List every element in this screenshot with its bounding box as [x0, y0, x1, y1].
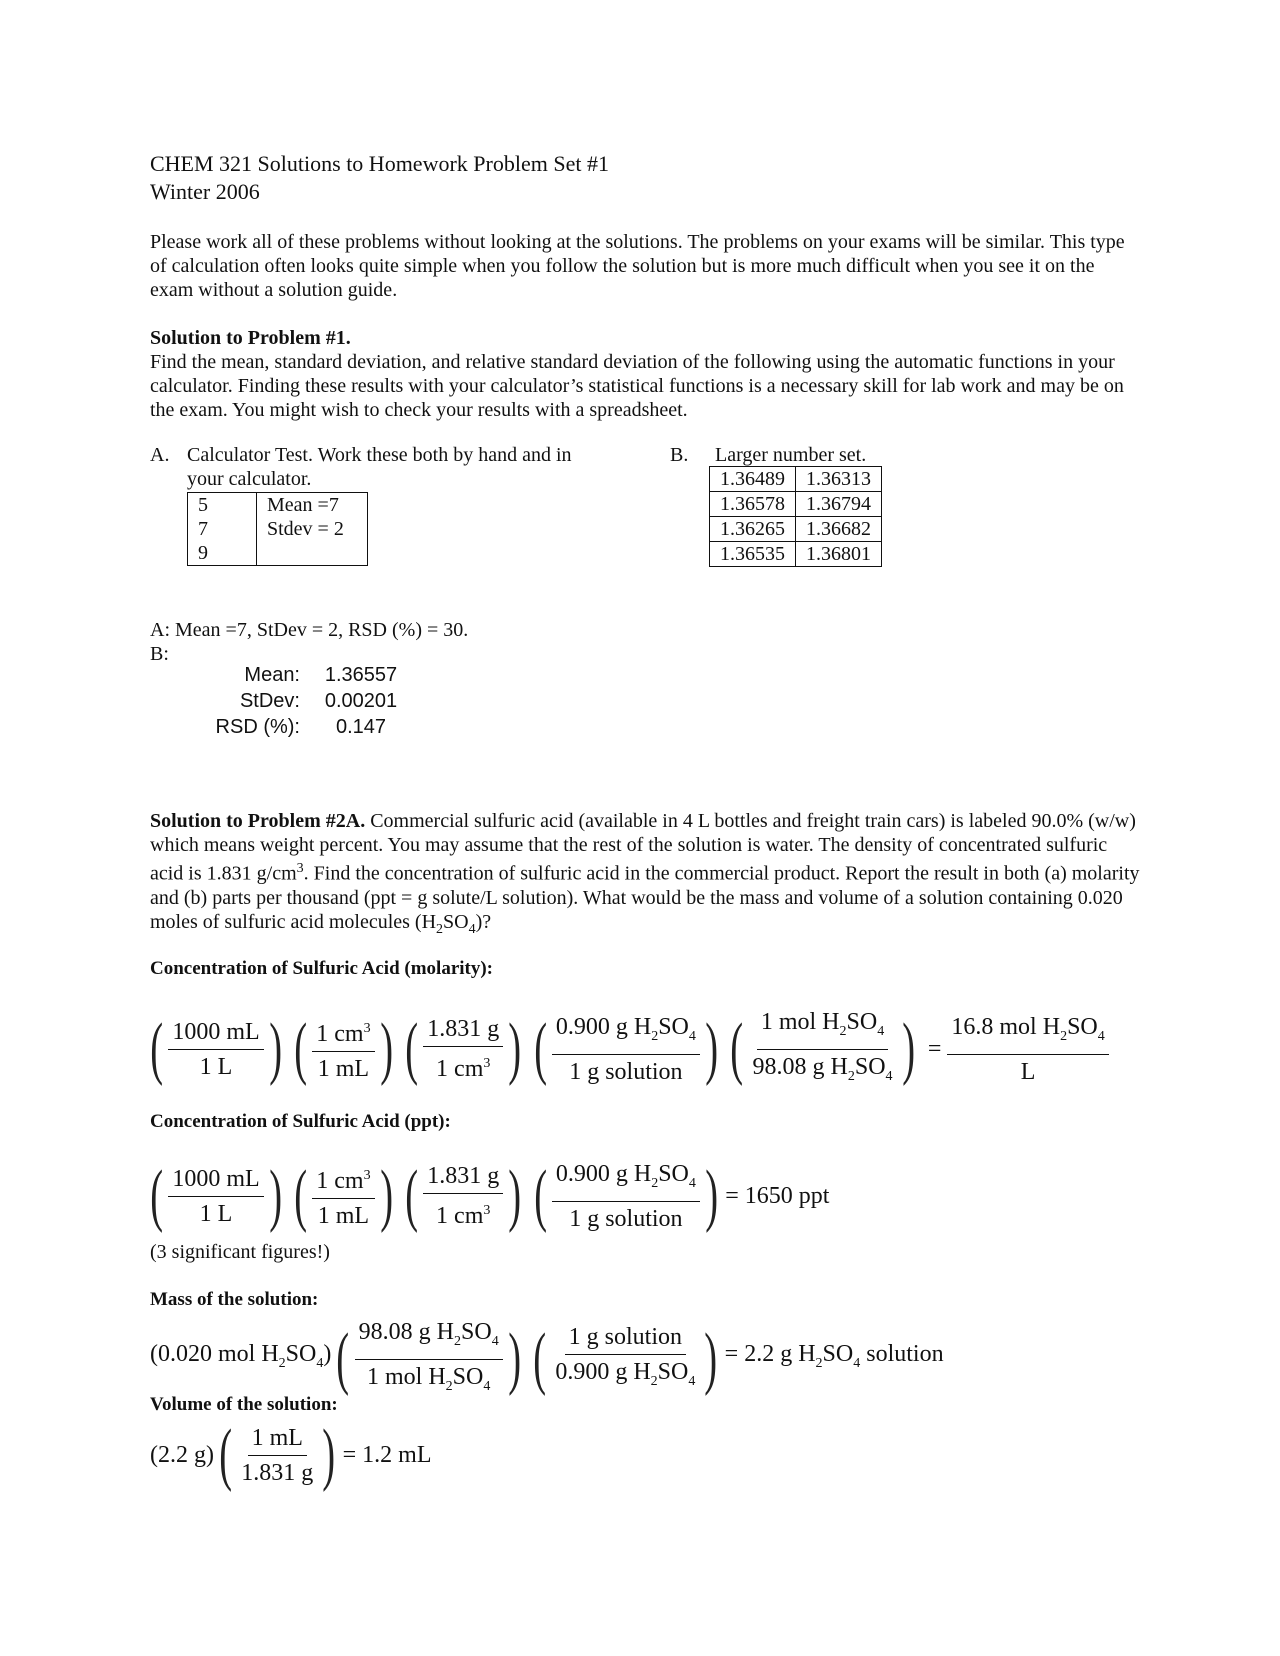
table-row	[710, 517, 882, 542]
table-row	[188, 493, 368, 518]
table-cell: 1.36535	[710, 542, 796, 567]
stat-value: 0.00201	[324, 690, 398, 712]
table-cell: Stdev = 2	[257, 517, 368, 541]
factor: ( $\frac{1000 mL}{1 L}$ )	[150, 1157, 282, 1235]
table-row	[188, 517, 368, 541]
factor: ( $\frac{1 mol H_2SO_4}{98.08 g H_2SO_4}$ )	[730, 1009, 915, 1088]
molarity-result: $\frac{16.8 mol H_2SO_4}{L}$	[947, 1013, 1108, 1086]
intro-paragraph: Please work all of these problems without looking at the solutions. The problems on your exams will be similar. This type of calculation often looks quite simple when you follow the solution but is more much difficult when you see it on the exam without a solution guide.	[150, 231, 1125, 301]
factor: ( $\frac{\text{1 g solution}}{0.900 g H_2SO_4}$ )	[533, 1320, 718, 1398]
partA-label: A.	[150, 444, 170, 466]
stat-label: RSD (%):	[215, 716, 300, 738]
molarity-equation: ( $\frac{1000 mL}{1 L}$ ) ( $\frac{1 cm^3}{1 mL}$ ) ( $\frac{1.831 g}{1 cm^3}$ ) ( $\frac{0.900 g H_2SO_4}{\text{1 g solution}}$ ) ( $\frac{1 mol H_2SO_4}{98.08 g H_2SO_4}$ ) = $\frac{16.8 mol H_2SO_4}{L}$	[145, 1008, 1109, 1091]
stat-value: 1.36557	[324, 664, 398, 686]
table-cell: 1.36578	[710, 492, 796, 517]
table-row	[188, 541, 368, 566]
table-cell: 1.36313	[796, 467, 882, 492]
factor: ( $\frac{1000 mL}{1 L}$ )	[150, 1010, 282, 1088]
subscript: 4	[468, 921, 476, 937]
subscript: 2	[436, 921, 444, 937]
mass-result: = 2.2 g $H_2SO_4$ solution	[724, 1341, 944, 1372]
table-cell: 9	[188, 541, 257, 566]
partA-table	[187, 492, 368, 566]
factor: ( $\frac{1.831 g}{1 cm^3}$ )	[405, 1010, 522, 1088]
partB-label: B.	[670, 444, 689, 466]
table-row	[710, 542, 882, 567]
stat-label: StDev:	[239, 690, 300, 712]
answerA-text: A: Mean =7, StDev = 2, RSD (%) = 30.	[150, 619, 469, 641]
answerB-label: B:	[150, 643, 169, 665]
table-cell	[257, 541, 368, 566]
problem1-section	[150, 326, 1140, 422]
document-title: CHEM 321 Solutions to Homework Problem Set #1	[150, 151, 609, 176]
factor: ( $\frac{0.900 g H_2SO_4}{\text{1 g solution}}$ )	[533, 1010, 718, 1088]
problem2-heading: Solution to Problem #2A.	[150, 810, 366, 832]
partB-text: Larger number set.	[715, 444, 867, 466]
table-cell: 7	[188, 517, 257, 541]
sig-fig-note: (3 significant figures!)	[150, 1241, 330, 1263]
partA-text: Calculator Test. Work these both by hand and in your calculator.	[187, 444, 572, 490]
ppt-result: = 1650 ppt	[725, 1183, 830, 1210]
factor: ( $\frac{1 cm^3}{1 mL}$ )	[294, 1157, 393, 1235]
problem2-text-c: SO	[443, 910, 469, 933]
stats-labels	[200, 662, 300, 740]
molarity-heading: Concentration of Sulfuric Acid (molarity):	[150, 958, 494, 979]
table-cell: 1.36801	[796, 542, 882, 567]
ppt-heading: Concentration of Sulfuric Acid (ppt):	[150, 1111, 451, 1132]
factor: ( $\frac{1 mL}{1.831 g}$ )	[219, 1416, 336, 1493]
table-cell: 1.36794	[796, 492, 882, 517]
factor: ( $\frac{1 cm^3}{1 mL}$ )	[294, 1010, 393, 1088]
factor: ( $\frac{1.831 g}{1 cm^3}$ )	[405, 1157, 522, 1235]
stats-values	[316, 662, 406, 740]
table-row	[710, 492, 882, 517]
mass-equation	[150, 1318, 944, 1401]
problem2-text-b: . Find the concentration of sulfuric acid in the commercial product. Report the result in both (a) molarity and (b) parts per thousand (ppt = g solute/L solution). What would be the mass and volume of a solution containing 0.020 moles of sulfuric acid molecules (H	[150, 862, 1140, 933]
stat-label: Mean:	[244, 664, 300, 686]
ppt-equation	[145, 1157, 830, 1235]
table-cell: 1.36265	[710, 517, 796, 542]
stat-value: 0.147	[335, 716, 387, 738]
factor: ( $\frac{0.900 g H_2SO_4}{\text{1 g solution}}$ )	[533, 1157, 718, 1235]
table-cell: 1.36489	[710, 467, 796, 492]
volume-result: = 1.2 mL	[342, 1442, 432, 1468]
superscript: 3	[296, 861, 304, 876]
volume-lead: (2.2 g)	[150, 1442, 214, 1468]
table-cell: 1.36682	[796, 517, 882, 542]
mass-heading: Mass of the solution:	[150, 1289, 319, 1310]
table-cell: 5	[188, 493, 257, 518]
volume-heading: Volume of the solution:	[150, 1394, 338, 1415]
mass-lead: (0.020 mol $H_2SO_4$)	[150, 1341, 332, 1372]
problem2-text-d: )?	[475, 910, 492, 933]
problem2-paragraph	[150, 809, 1140, 942]
document-term: Winter 2006	[150, 179, 260, 204]
problem2-text-a: Commercial sulfuric acid (available in 4 L bottles and freight train cars) is labeled 90.0% (w/w) which means weight percent. You may assume that the rest of the solution is water. The density of concentrated sulfuric acid is 1.831 g/cm	[150, 810, 1136, 885]
table-row	[710, 467, 882, 492]
volume-equation	[150, 1416, 432, 1493]
problem1-heading: Solution to Problem #1.	[150, 327, 351, 349]
partB-table	[709, 466, 882, 567]
problem1-text: Find the mean, standard deviation, and relative standard deviation of the following using the automatic functions in your calculator. Finding these results with your calculator’s statistical functions is a necessary skill for lab work and may be on the exam. You might wish to check your results with a spreadsheet.	[150, 351, 1124, 421]
table-cell: Mean =7	[257, 493, 368, 518]
factor: ( $\frac{98.08 g H_2SO_4}{1 mol H_2SO_4}$ )	[336, 1319, 521, 1398]
